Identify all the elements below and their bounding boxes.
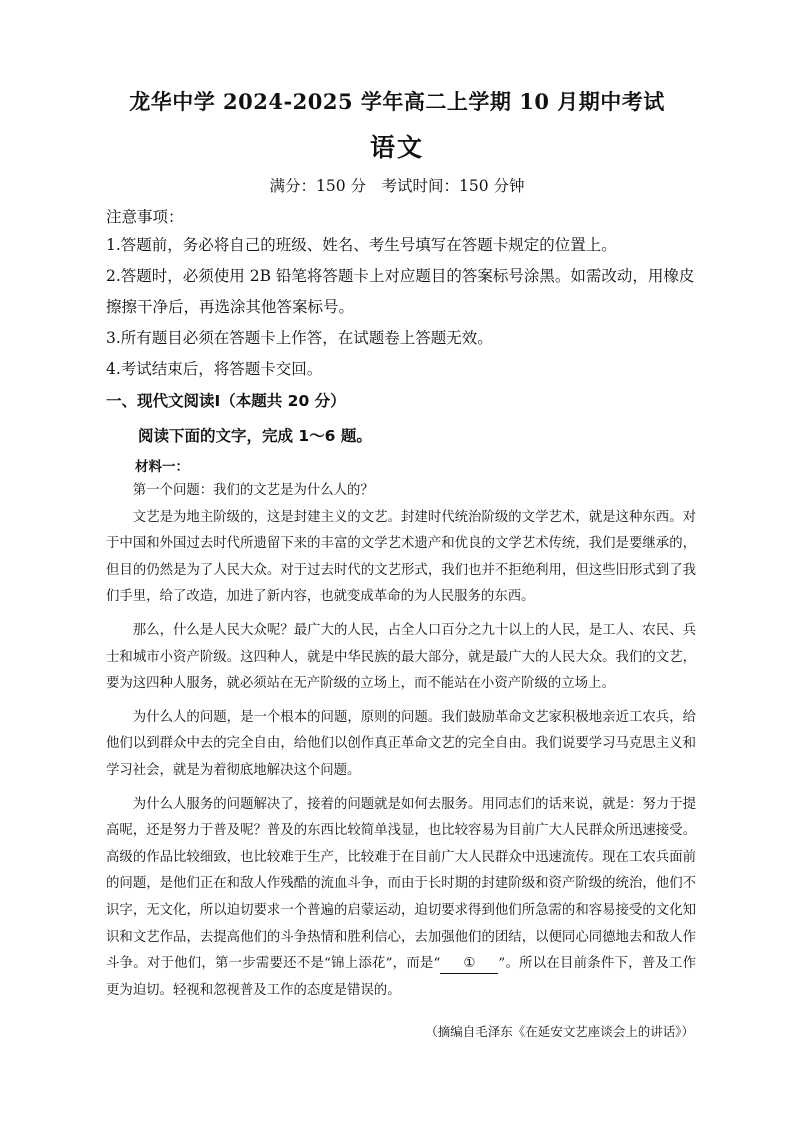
section-heading: 一、现代文阅读Ⅰ（本题共 20 分） (106, 392, 346, 410)
paragraph: 那么，什么是人民大众呢？最广大的人民，占全人口百分之九十以上的人民，是工人、农民、兵士和城市小资产阶级。这四种人，就是中华民族的最大部分，就是最广大的人民大众。我们的文艺，要为这四种人服务，就必须站在无产阶级的立场上，而不能站在小资产阶级的立场上。 (106, 622, 696, 692)
paragraph: 文艺是为地主阶级的，这是封建主义的文艺。封建时代统治阶级的文学艺术，就是这种东西。对于中国和外国过去时代所遗留下来的丰富的文学艺术遗产和优良的文学艺术传统，我们是要继承的，但目的仍然是为了人民大众。对于过去时代的文艺形式，我们也并不拒绝利用，但这些旧形式到了我们手里，给了改造，加进了新内容，也就变成革命的为人民服务的东西。 (106, 509, 696, 605)
score-time-info: 满分：150 分 考试时间：150 分钟 (269, 177, 525, 195)
notice-item: 2.答题时，必须使用 2B 铅笔将答题卡上对应题目的答案标号涂黑。如需改动，用橡皮擦擦干净后，再选涂其他答案标号。 (106, 267, 695, 316)
subject-title: 语文 (369, 133, 424, 162)
paragraph: 为什么人的问题，是一个根本的问题，原则的问题。我们鼓励革命文艺家积极地亲近工农兵，给他们以到群众中去的完全自由，给他们以创作真正革命文艺的完全自由。我们说要学习马克思主义和学习社会，就是为着彻底地解决这个问题。 (106, 709, 696, 778)
material-text (106, 478, 696, 1004)
exam-title: 龙华中学 2024-2025 学年高二上学期 10 月期中考试 (129, 89, 665, 114)
paragraph-tail: ”。所以在目前条件下，普及工作更为迫切。轻视和忽视普及工作的态度是错误的。 (106, 956, 696, 998)
notice-heading: 注意事项： (106, 208, 184, 226)
answer-blank: ① (440, 955, 498, 974)
notice-item: 4.考试结束后，将答题卡交回。 (106, 360, 323, 378)
notice-item: 3.所有题目必须在答题卡上作答，在试题卷上答题无效。 (106, 329, 493, 347)
reading-instruction: 阅读下面的文字，完成 1～6 题。 (138, 427, 372, 445)
source-citation: （摘编自毛泽东《在延安文艺座谈会上的讲话》） (425, 1024, 694, 1039)
paragraph: 第一个问题：我们的文艺是为什么人的？ (132, 483, 374, 498)
paragraph-text: 为什么人服务的问题解决了，接着的问题就是如何去服务。用同志们的话来说，就是：努力于提高呢，还是努力于普及呢？普及的东西比较简单浅显，也比较容易为目前广大人民群众所迅速接受。高级的作品比较细致，也比较难于生产，比较难于在目前广大人民群众中迅速流传。现在工农兵面前的问题，是他们正在和敌人作残酷的流血斗争，而由于长时期的封建阶级和资产阶级的统治，他们不识字，无文化，所以迫切要求一个普遍的启蒙运动，迫切要求得到他们所急需的和容易接受的文化知识和文艺作品，去提高他们的斗争热情和胜利信心，去加强他们的团结，以便同心同德地去和敌人作斗争。对于他们，第一步需要还不是“锦上添花”，而是“ (106, 796, 696, 972)
material-label: 材料一： (135, 459, 189, 475)
notice-list (106, 230, 706, 385)
paragraph-with-blank (106, 792, 696, 1005)
notice-item: 1.答题前，务必将自己的班级、姓名、考生号填写在答题卡规定的位置上。 (106, 236, 617, 254)
